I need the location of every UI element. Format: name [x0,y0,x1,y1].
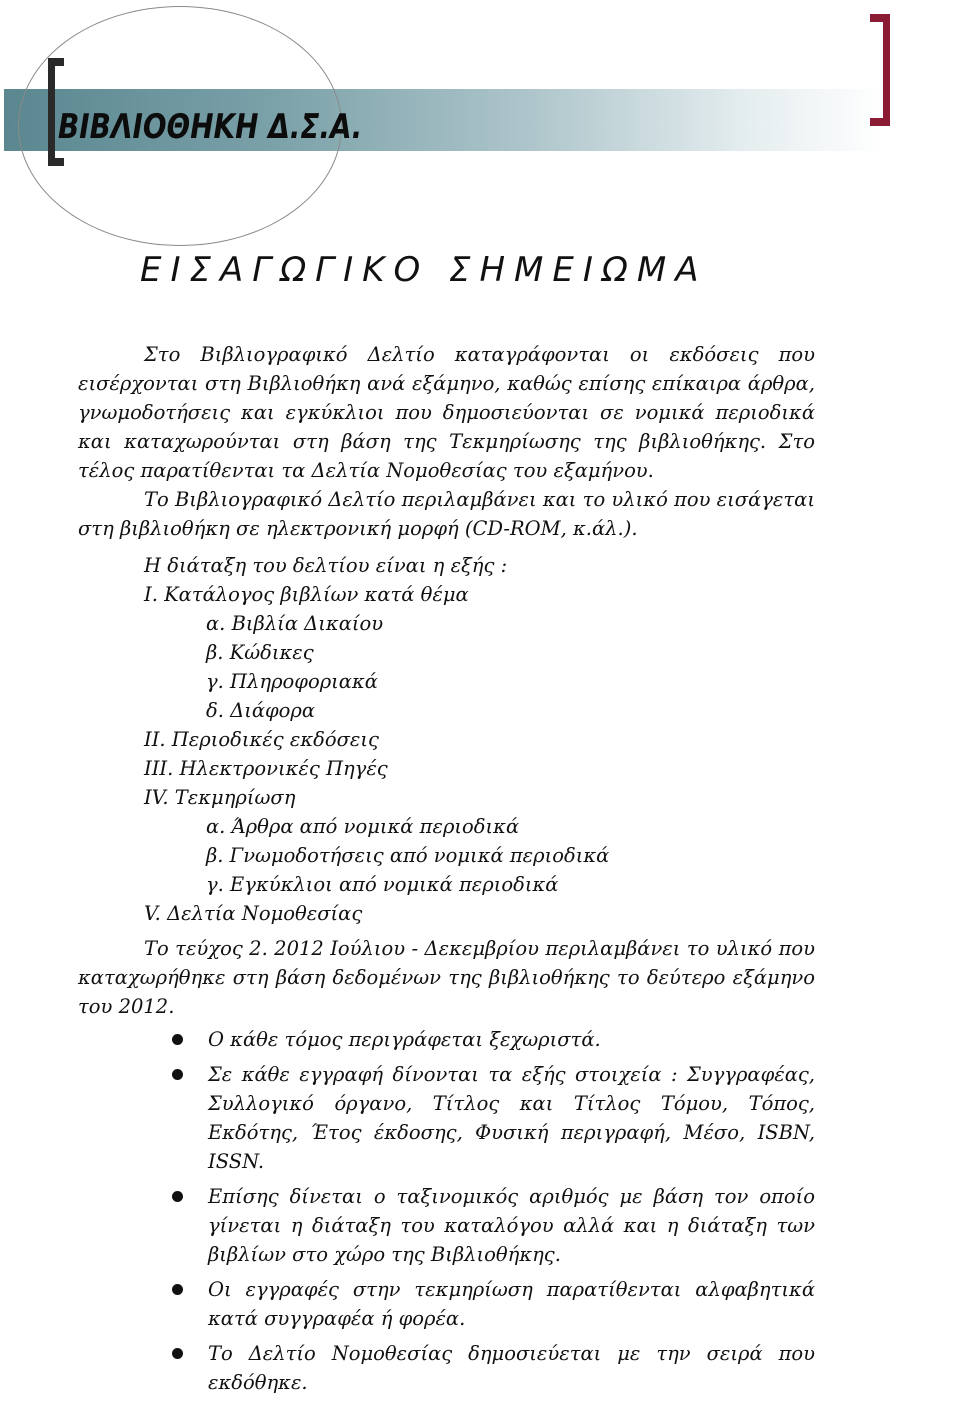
intro-paragraph: Στο Βιβλιογραφικό Δελτίο καταγράφονται οι εκδόσεις που εισέρχονται στη Βιβλιοθήκη ανά εξάμηνο, καθώς επίσης επίκαιρα άρθρα, γνωμοδοτήσεις και εγκύκλιοι που δημοσιεύονται σε νομικά περιοδικά και καταχωρούνται στη βάση της Τεκμηρίωσης της βιβλιοθήκης. Στο τέλος παρατίθενται τα Δελτία Νομοθεσίας του εξαμήνου. [78,343,815,482]
list-item: α. Βιβλία Δικαίου [206,612,384,635]
list-item: ΙΙΙ. Ηλεκτρονικές Πηγές [144,757,388,780]
issue-paragraph: Το τεύχος 2. 2012 Ιούλιου - Δεκεμβρίου περιλαμβάνει το υλικό που καταχωρήθηκε στη βάση δεδομένων της βιβλιοθήκης το δεύτερο εξάμηνο του 2012. [78,937,815,1018]
list-item: γ. Πληροφοριακά [206,670,378,693]
list-item: γ. Εγκύκλιοι από νομικά περιοδικά [206,873,559,896]
bullet-icon [172,1284,183,1295]
bullet-icon [172,1069,183,1080]
document-body [78,340,815,1403]
bullet-item [78,1060,815,1176]
outline-list [144,551,815,928]
list-item: α. Άρθρα από νομικά περιοδικά [206,815,520,838]
bullet-text: Το Δελτίο Νομοθεσίας δημοσιεύεται με την σειρά που εκδόθηκε. [208,1342,815,1394]
bullet-text: Ο κάθε τόμος περιγράφεται ξεχωριστά. [208,1028,601,1051]
list-item: Ι. Κατάλογος βιβλίων κατά θέμα [144,583,469,606]
bullet-list [78,1025,815,1397]
cdrom-paragraph: Το Βιβλιογραφικό Δελτίο περιλαμβάνει και το υλικό που εισάγεται στη βιβλιοθήκη σε ηλεκτρονική μορφή (CD-ROM, κ.άλ.). [78,488,815,540]
list-item: ΙΙ. Περιοδικές εκδόσεις [144,728,379,751]
document-title: ΕΙΣΑΓΩΓΙΚΟ ΣΗΜΕΙΩΜΑ [140,250,708,290]
list-item: δ. Διάφορα [206,699,316,722]
bullet-text: Οι εγγραφές στην τεκμηρίωση παρατίθενται αλφαβητικά κατά συγγραφέα ή φορέα. [208,1278,815,1330]
bullet-icon [172,1348,183,1359]
list-item: IV. Τεκμηρίωση [144,786,296,809]
bullet-icon [172,1034,183,1045]
list-intro: Η διάταξη του δελτίου είναι η εξής : [144,554,508,577]
list-item: β. Κώδικες [206,641,314,664]
list-item: V. Δελτία Νομοθεσίας [144,902,363,925]
bullet-text: Σε κάθε εγγραφή δίνονται τα εξής στοιχεία : Συγγραφέας, Συλλογικό όργανο, Τίτλος και Τίτλος Τόμου, Τόπος, Εκδότης, Έτος έκδοσης, Φυσική περιγραφή, Μέσο, ISBN, ISSN. [208,1063,815,1173]
bullet-item [78,1275,815,1333]
bullet-item [78,1025,815,1054]
bullet-item [78,1339,815,1397]
bullet-item [78,1182,815,1269]
bullet-icon [172,1191,183,1202]
right-bracket-decoration [870,14,890,126]
bullet-text: Επίσης δίνεται ο ταξινομικός αριθμός με βάση τον οποίο γίνεται η διάταξη του καταλόγου αλλά και η διάταξη των βιβλίων στο χώρο της Βιβλιοθήκης. [208,1185,815,1266]
list-item: β. Γνωμοδοτήσεις από νομικά περιοδικά [206,844,610,867]
library-name: ΒΙΒΛΙΟΘΗΚΗ Δ.Σ.Α. [58,107,363,147]
